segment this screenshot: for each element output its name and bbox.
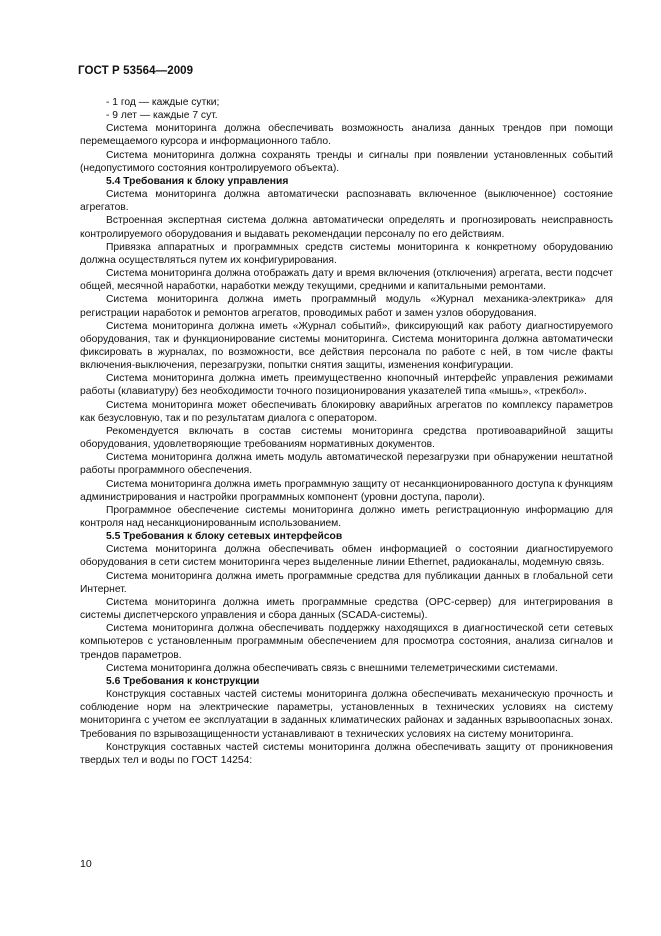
paragraph: Рекомендуется включать в состав системы мониторинга средства противоаварийной защиты оборудования, удовлетворяющие требованиям нормативных документов.	[80, 425, 613, 451]
paragraph: Система мониторинга должна иметь программные средства (OPC-сервер) для интегрирования в системы диспетчерского управления и сбора данных (SCADA-системы).	[80, 596, 613, 622]
document-header: ГОСТ Р 53564—2009	[78, 65, 194, 77]
paragraph: Система мониторинга должна автоматически распознавать включенное (выключенное) состояние агрегатов.	[80, 189, 613, 214]
paragraph: Система мониторинга должна отображать дату и время включения (отключения) агрегата, вести подсчет общей, месячной наработки, наработки между текущими, средними и капитальными ремонтами.	[80, 268, 613, 293]
paragraph: Система мониторинга должна иметь преимущественно кнопочный интерфейс управления режимами работы (клавиатуру) без необходимости точного позиционирования указателей типа «мышь», «трекбол».	[80, 373, 613, 398]
paragraph: Система мониторинга должна иметь модуль автоматической перезагрузки при обнаружении нештатной работы программного обеспечения.	[80, 452, 613, 477]
section-heading: 5.5 Требования к блоку сетевых интерфейсов	[106, 531, 343, 543]
section-heading: 5.4 Требования к блоку управления	[106, 175, 289, 187]
section-heading: 5.6 Требования к конструкции	[106, 675, 260, 687]
paragraph: Система мониторинга должна сохранять тренды и сигналы при появлении установленных событий (недопустимого состояния контролируемого объекта).	[80, 149, 613, 174]
paragraph: Система мониторинга должна обеспечивать поддержку находящихся в диагностической сети сетевых компьютеров с установленным программным обеспечением для просмотра состояния, анализа сигналов и трендов параметров.	[80, 623, 613, 661]
paragraph: Привязка аппаратных и программных средств системы мониторинга к конкретному оборудованию должна осуществляться путем их конфигурирования.	[80, 241, 613, 266]
list-item: - 9 лет — каждые 7 сут.	[106, 110, 218, 122]
paragraph: Система мониторинга должна иметь программный модуль «Журнал механика-электрика» для регистрации наработок и ремонтов агрегатов, проводимых работ и замен узлов оборудования.	[80, 294, 613, 319]
paragraph: Система мониторинга должна обеспечивать связь с внешними телеметрическими системами.	[106, 662, 558, 674]
page-body	[80, 96, 613, 767]
paragraph: Система мониторинга должна иметь программную защиту от несанкционированного доступа к функциям администрирования и настройки программных компонент (уровни доступа, пароли).	[80, 478, 613, 503]
paragraph: Программное обеспечение системы мониторинга должно иметь регистрационную информацию для контроля над несанкционированным использованием.	[80, 504, 613, 529]
paragraph: Система мониторинга должна обеспечивать возможность анализа данных трендов при помощи перемещаемого курсора и информационного табло.	[80, 123, 613, 148]
paragraph: Конструкция составных частей системы мониторинга должна обеспечивать защиту от проникновения твердых тел и воды по ГОСТ 14254:	[80, 741, 613, 766]
page-number: 10	[80, 858, 92, 870]
list-item: - 1 год — каждые сутки;	[106, 97, 220, 108]
paragraph: Конструкция составных частей системы мониторинга должна обеспечивать механическую прочность и соблюдение норм на электрические параметры, установленных в технических условиях на систему мониторинга с учетом ее эксплуатации в заданных климатических районах и заданных взрывоопасных зонах. Требования по взрывозащищенности устанавливают в технических условиях на систему мониторинга.	[80, 689, 613, 740]
paragraph: Система мониторинга должна обеспечивать обмен информацией о состоянии диагностируемого оборудования в сети систем мониторинга через выделенные линии Ethernet, радиоканалы, модемную связь.	[80, 544, 613, 569]
paragraph: Система мониторинга может обеспечивать блокировку аварийных агрегатов по комплексу параметров как безусловную, так и по результатам диалога с оператором.	[80, 399, 613, 424]
paragraph: Встроенная экспертная система должна автоматически определять и прогнозировать неисправность контролируемого оборудования и выдавать рекомендации персоналу по его действиям.	[80, 215, 613, 240]
paragraph: Система мониторинга должна иметь программные средства для публикации данных в глобальной сети Интернет.	[80, 570, 613, 595]
paragraph: Система мониторинга должна иметь «Журнал событий», фиксирующий как работу диагностируемого оборудования, так и функционирование системы мониторинга. Система мониторинга должна автоматически фиксировать в журналах, по возможности, все действия персонала по работе с ней, в том числе факты включения-выключения, перезагрузки, попытки снятия защиты, изменения конфигурации.	[80, 320, 613, 372]
